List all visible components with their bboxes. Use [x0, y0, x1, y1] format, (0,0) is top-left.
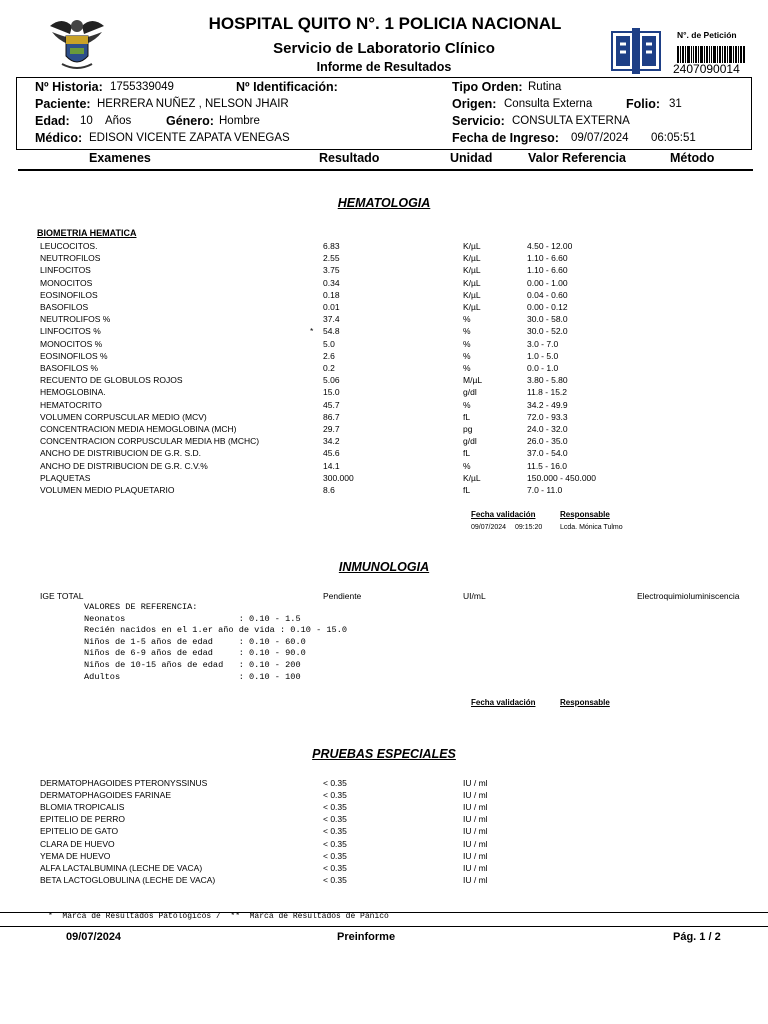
folio-label: Folio:	[626, 97, 661, 111]
table-row-unit: g/dl	[463, 436, 477, 447]
table-row-unit: IU / ml	[463, 850, 488, 861]
inmuno-validation-label: Fecha validación	[471, 698, 536, 707]
table-row-exam-name: NEUTROFILOS	[40, 253, 101, 264]
table-row-unit: %	[463, 350, 471, 361]
table-row-reference: 0.00 - 1.00	[527, 277, 568, 288]
table-row-exam-name: EOSINOFILOS %	[40, 350, 108, 361]
edad-value: 10	[80, 115, 93, 127]
table-row-unit: IU / ml	[463, 826, 488, 837]
table-row-unit: %	[463, 460, 471, 471]
hema-responsible-name: Lcda. Mónica Tulmo	[560, 524, 623, 531]
tipo-orden-label: Tipo Orden:	[452, 80, 523, 94]
table-row-result: 15.0	[323, 387, 340, 398]
table-row-result: 5.0	[323, 338, 335, 349]
barcode-icon	[677, 46, 745, 63]
table-row-exam-name: CLARA DE HUEVO	[40, 838, 115, 849]
table-row-reference: 0.00 - 0.12	[527, 302, 568, 312]
table-row-exam-name: VOLUMEN CORPUSCULAR MEDIO (MCV)	[40, 411, 207, 422]
reference-line: Recién nacidos en el 1.er año de vida : 0.10 - 15.0	[84, 625, 348, 636]
table-row-reference: 34.2 - 49.9	[527, 399, 568, 410]
table-row-exam-name: LINFOCITOS	[40, 265, 91, 276]
table-row-reference: 30.0 - 58.0	[527, 314, 568, 325]
table-row-exam-name: LINFOCITOS %	[40, 326, 101, 337]
table-row-result: 45.6	[323, 448, 340, 459]
table-row-result: < 0.35	[323, 826, 347, 837]
table-row-result: < 0.35	[323, 790, 347, 801]
table-row-unit: IU / ml	[463, 790, 488, 801]
table-row-exam-name: BASOFILOS %	[40, 363, 99, 373]
table-row-unit: fL	[463, 448, 471, 459]
ige-total-result: Pendiente	[323, 591, 362, 601]
table-row-exam-name: EOSINOFILOS	[40, 289, 98, 300]
identificacion-label: Nº Identificación:	[236, 80, 338, 94]
table-row-exam-name: DERMATOPHAGOIDES FARINAE	[40, 790, 171, 801]
edad-label: Edad:	[35, 114, 70, 128]
table-row-unit: K/µL	[463, 302, 481, 312]
col-unidad: Unidad	[450, 151, 493, 165]
table-row-exam-name: HEMOGLOBINA.	[40, 387, 106, 398]
petition-number: 2407090014	[673, 62, 740, 76]
table-row-unit: IU / ml	[463, 862, 488, 873]
table-row-result: 0.34	[323, 277, 340, 288]
table-row-reference: 4.50 - 12.00	[527, 241, 573, 251]
servicio-value: CONSULTA EXTERNA	[512, 115, 630, 127]
table-row-unit: M/µL	[463, 375, 483, 386]
table-row-exam-name: MONOCITOS %	[40, 338, 103, 349]
table-row-unit: %	[463, 399, 471, 410]
paciente-value: HERRERA NUÑEZ , NELSON JHAIR	[97, 98, 289, 110]
table-row-exam-name: CONCENTRACION MEDIA HEMOGLOBINA (MCH)	[40, 424, 237, 434]
table-row-unit: %	[463, 314, 471, 325]
table-row-unit: pg	[463, 424, 473, 434]
table-row-reference: 37.0 - 54.0	[527, 448, 568, 459]
col-metodo: Método	[670, 151, 715, 165]
paciente-label: Paciente:	[35, 97, 91, 111]
servicio-label: Servicio:	[452, 114, 505, 128]
ige-total-unit: UI/mL	[463, 591, 486, 601]
table-row-result: 0.01	[323, 302, 340, 312]
origen-label: Origen:	[452, 97, 497, 111]
table-row-result: 6.83	[323, 241, 340, 251]
table-row-reference: 7.0 - 11.0	[527, 485, 563, 495]
header-divider	[18, 169, 753, 171]
edad-unit: Años	[105, 115, 132, 127]
table-row-exam-name: ALFA LACTALBUMINA (LECHE DE VACA)	[40, 862, 203, 873]
fecha-ingreso-value: 09/07/2024	[571, 132, 629, 144]
table-row-result: < 0.35	[323, 778, 347, 788]
footer-status: Preinforme	[337, 931, 396, 943]
table-row-exam-name: VOLUMEN MEDIO PLAQUETARIO	[40, 485, 175, 495]
genero-value: Hombre	[219, 115, 260, 127]
table-row-result: < 0.35	[323, 802, 347, 813]
footer-page: Pág. 1 / 2	[673, 931, 721, 943]
hema-responsible-label: Responsable	[560, 510, 610, 519]
folio-value: 31	[669, 98, 682, 110]
table-row-result: 37.4	[323, 314, 340, 325]
historia-value: 1755339049	[110, 81, 174, 93]
table-row-exam-name: BETA LACTOGLOBULINA (LECHE DE VACA)	[40, 874, 216, 885]
table-row-exam-name: RECUENTO DE GLOBULOS ROJOS	[40, 375, 183, 386]
col-resultado: Resultado	[319, 151, 380, 165]
table-row-result: 54.8	[323, 326, 340, 337]
table-row-result: 14.1	[323, 460, 340, 471]
historia-label: Nº Historia:	[35, 80, 103, 94]
table-row-exam-name: NEUTROLIFOS %	[40, 314, 111, 325]
table-row-exam-name: YEMA DE HUEVO	[40, 850, 111, 861]
reference-line: Neonatos : 0.10 - 1.5	[84, 613, 301, 624]
table-row-reference: 72.0 - 93.3	[527, 411, 568, 422]
section-pruebas-especiales: PRUEBAS ESPECIALES	[312, 747, 456, 761]
table-row-reference: 3.80 - 5.80	[527, 375, 568, 386]
table-row-reference: 1.10 - 6.60	[527, 253, 568, 264]
lab-service-subtitle: Servicio de Laboratorio Clínico	[273, 40, 495, 57]
petition-label: N°. de Petición	[677, 30, 737, 40]
table-row-unit: %	[463, 326, 471, 337]
table-row-exam-name: BLOMIA TROPICALIS	[40, 802, 125, 813]
section-inmunologia: INMUNOLOGIA	[338, 560, 430, 574]
table-row-exam-name: EPITELIO DE PERRO	[40, 814, 126, 825]
table-row-result: 3.75	[323, 265, 340, 276]
table-row-unit: K/µL	[463, 472, 481, 483]
table-row-unit: %	[463, 363, 471, 373]
fecha-ingreso-label: Fecha de Ingreso:	[452, 131, 559, 145]
footer-date: 09/07/2024	[66, 931, 122, 943]
table-row-result: 8.6	[323, 485, 335, 495]
table-row-reference: 30.0 - 52.0	[527, 326, 568, 337]
table-row-exam-name: HEMATOCRITO	[40, 399, 102, 410]
table-row-result: 29.7	[323, 424, 340, 434]
table-row-unit: g/dl	[463, 387, 477, 398]
table-row-unit: IU / ml	[463, 838, 488, 849]
origen-value: Consulta Externa	[504, 98, 593, 110]
table-row-exam-name: EPITELIO DE GATO	[40, 826, 119, 837]
table-row-exam-name: MONOCITOS	[40, 277, 93, 288]
reference-line: Niños de 6-9 años de edad : 0.10 - 90.0	[84, 648, 306, 659]
table-row-exam-name: CONCENTRACION CORPUSCULAR MEDIA HB (MCHC)	[40, 436, 260, 447]
hema-validation-date: 09/07/2024	[471, 524, 507, 531]
group-biometria-hematica: BIOMETRIA HEMATICA	[37, 228, 137, 238]
genero-label: Género:	[166, 114, 214, 128]
table-row-reference: 11.5 - 16.0	[527, 460, 568, 471]
table-row-result: 2.6	[323, 350, 335, 361]
table-row-reference: 150.000 - 450.000	[527, 472, 597, 483]
table-row-reference: 11.8 - 15.2	[527, 387, 568, 398]
hema-validation-label: Fecha validación	[471, 510, 536, 519]
table-row-reference: 26.0 - 35.0	[527, 436, 568, 447]
tipo-orden-value: Rutina	[528, 81, 562, 93]
table-row-result: < 0.35	[323, 814, 347, 825]
table-row-unit: K/µL	[463, 265, 481, 276]
table-row-result: < 0.35	[323, 838, 347, 849]
reference-line: VALORES DE REFERENCIA:	[84, 602, 198, 612]
table-row-exam-name: LEUCOCITOS.	[40, 241, 98, 251]
report-title: Informe de Resultados	[316, 60, 452, 74]
col-valor-referencia: Valor Referencia	[528, 151, 626, 165]
isspol-logo-icon	[610, 26, 662, 76]
footer-legend-note: * Marca de Resultados Patológicos / ** Marca de Resultados de Pánico	[48, 912, 389, 921]
table-row-exam-name: ANCHO DE DISTRIBUCION DE G.R. S.D.	[40, 448, 202, 459]
section-hematologia: HEMATOLOGIA	[337, 196, 431, 210]
table-row-result: < 0.35	[323, 874, 347, 885]
table-row-exam-name: DERMATOPHAGOIDES PTERONYSSINUS	[40, 778, 208, 788]
table-row-result: 45.7	[323, 399, 340, 410]
table-row-result: 2.55	[323, 253, 340, 264]
table-row-unit: fL	[463, 411, 471, 422]
table-row-reference: 3.0 - 7.0	[527, 338, 559, 349]
table-row-unit: IU / ml	[463, 802, 488, 813]
table-row-exam-name: PLAQUETAS	[40, 472, 91, 483]
hema-validation-time: 09:15:20	[515, 524, 543, 531]
table-row-unit: K/µL	[463, 253, 481, 264]
table-row-result: 0.2	[323, 363, 335, 373]
hospital-title: HOSPITAL QUITO N°. 1 POLICIA NACIONAL	[208, 14, 562, 33]
table-row-reference: 1.0 - 5.0	[527, 350, 559, 361]
table-row-result: 34.2	[323, 436, 340, 447]
reference-line: Niños de 1-5 años de edad : 0.10 - 60.0	[84, 636, 306, 647]
table-row-unit: IU / ml	[463, 874, 488, 885]
table-row-result: 0.18	[323, 289, 340, 300]
table-row-result: < 0.35	[323, 850, 347, 861]
table-row-result: < 0.35	[323, 862, 347, 873]
reference-line: Adultos : 0.10 - 100	[84, 671, 301, 682]
table-row-reference: 24.0 - 32.0	[527, 424, 568, 434]
table-row-unit: K/µL	[463, 289, 481, 300]
medico-value: EDISON VICENTE ZAPATA VENEGAS	[89, 132, 290, 144]
table-row-reference: 0.0 - 1.0	[527, 363, 559, 373]
table-row-exam-name: ANCHO DE DISTRIBUCION DE G.R. C.V.%	[40, 460, 208, 471]
reference-line: Niños de 10-15 años de edad : 0.10 - 200	[84, 660, 301, 670]
table-row-exam-name: BASOFILOS	[40, 302, 89, 312]
ige-total-method: Electroquimioluminiscencia	[637, 591, 740, 601]
table-row-reference: 1.10 - 6.60	[527, 265, 568, 276]
medico-label: Médico:	[35, 131, 83, 145]
table-row-unit: IU / ml	[463, 814, 488, 825]
table-row-unit: fL	[463, 485, 471, 495]
table-row-result: 300.000	[323, 472, 354, 483]
inmuno-responsible-label: Responsable	[560, 698, 610, 707]
table-row-result: 5.06	[323, 375, 340, 386]
pathological-flag: *	[310, 326, 314, 337]
hora-ingreso-value: 06:05:51	[651, 132, 696, 144]
col-examenes: Examenes	[89, 151, 151, 165]
table-row-result: 86.7	[323, 411, 340, 422]
table-row-unit: K/µL	[463, 241, 481, 251]
table-row-unit: K/µL	[463, 277, 481, 288]
table-row-unit: %	[463, 338, 471, 349]
footer-divider-bottom	[0, 926, 768, 927]
table-row-unit: IU / ml	[463, 778, 488, 788]
ige-total-name: IGE TOTAL	[40, 591, 84, 601]
table-row-reference: 0.04 - 0.60	[527, 289, 568, 300]
